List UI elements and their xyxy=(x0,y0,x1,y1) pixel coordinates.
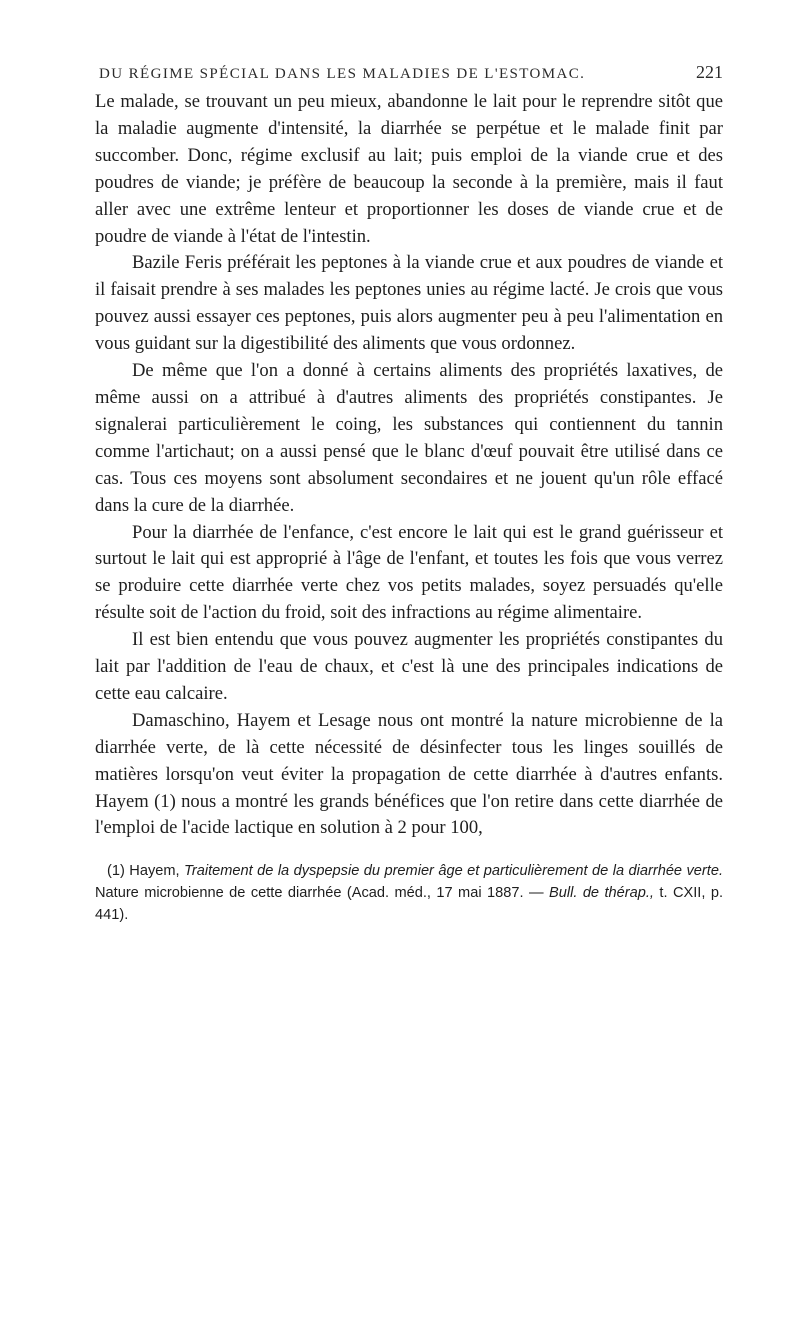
footnote-journal: Bull. de thérap., xyxy=(549,885,654,902)
paragraph-3: De même que l'on a donné à certains aliments des propriétés laxatives, de même aussi on a attribué à d'autres aliments des propriétés constipantes. Je signalerai particulièrement le coing, les substances qui contiennent du tannin comme l'artichaut; on a aussi pensé que le blanc d'œuf pouvait être utilisé dans ce cas. Tous ces moyens sont absolument secondaires et ne jouent qu'un rôle effacé dans la cure de la diarrhée. xyxy=(95,360,723,516)
paragraph-1: Le malade, se trouvant un peu mieux, abandonne le lait pour le reprendre sitôt que la maladie augmente d'intensité, la diarrhée se perpétue et le malade finit par succomber. Donc, régime exclusif au lait; puis emploi de la viande crue et des poudres de viande; je préfère de beaucoup la seconde à la première, mais il faut aller avec une extrême lenteur et proportionner les doses de viande crue et de poudre de viande à l'état de l'intestin. xyxy=(95,91,723,247)
paragraph-2: Bazile Feris préférait les peptones à la viande crue et aux poudres de viande et il faisait prendre à ses malades les peptones unies au régime lacté. Je crois que vous pouvez aussi essayer ces peptones, puis alors augmenter peu à peu l'alimentation en vous guidant sur la digestibilité des aliments que vous ordonnez. xyxy=(95,252,723,355)
paragraph-6: Damaschino, Hayem et Lesage nous ont montré la nature microbienne de la diarrhée verte, de là cette nécessité de désinfecter tous les linges souillés de matières lorsqu'on veut éviter la propagation de cette diarrhée à d'autres enfants. Hayem (1) nous a montré les grands bénéfices que l'on retire dans cette diarrhée de l'emploi de l'acide lactique en solution à 2 pour 100, xyxy=(95,709,723,839)
page-header xyxy=(95,62,723,83)
footnote-ref: t. CXII, p. 441). xyxy=(95,885,723,924)
running-title: DU RÉGIME SPÉCIAL DANS LES MALADIES DE L'ESTOMAC. xyxy=(99,66,586,82)
footnote-marker: (1) xyxy=(107,863,125,880)
paragraph-4: Pour la diarrhée de l'enfance, c'est encore le lait qui est le grand guérisseur et surtout le lait qui est approprié à l'âge de l'enfant, et toutes les fois que vous verrez se produire cette diarrhée verte chez vos petits malades, soyez persuadés qu'elle résulte soit de l'action du froid, soit des infractions au régime alimentaire. xyxy=(95,521,723,624)
footnote-rest: Nature microbienne de cette diarrhée (Acad. méd., 17 mai 1887. — xyxy=(95,885,544,902)
paragraph-5: Il est bien entendu que vous pouvez augmenter les propriétés constipantes du lait par l'addition de l'eau de chaux, et c'est là une des principales indications de cette eau calcaire. xyxy=(95,629,723,704)
page-number: 221 xyxy=(696,62,723,82)
footnote-author: Hayem, xyxy=(129,863,180,880)
footnote xyxy=(95,860,723,926)
footnote-title: Traitement de la dyspepsie du premier âge et particulièrement de la diarrhée verte. xyxy=(184,863,723,880)
document-page xyxy=(95,62,723,926)
